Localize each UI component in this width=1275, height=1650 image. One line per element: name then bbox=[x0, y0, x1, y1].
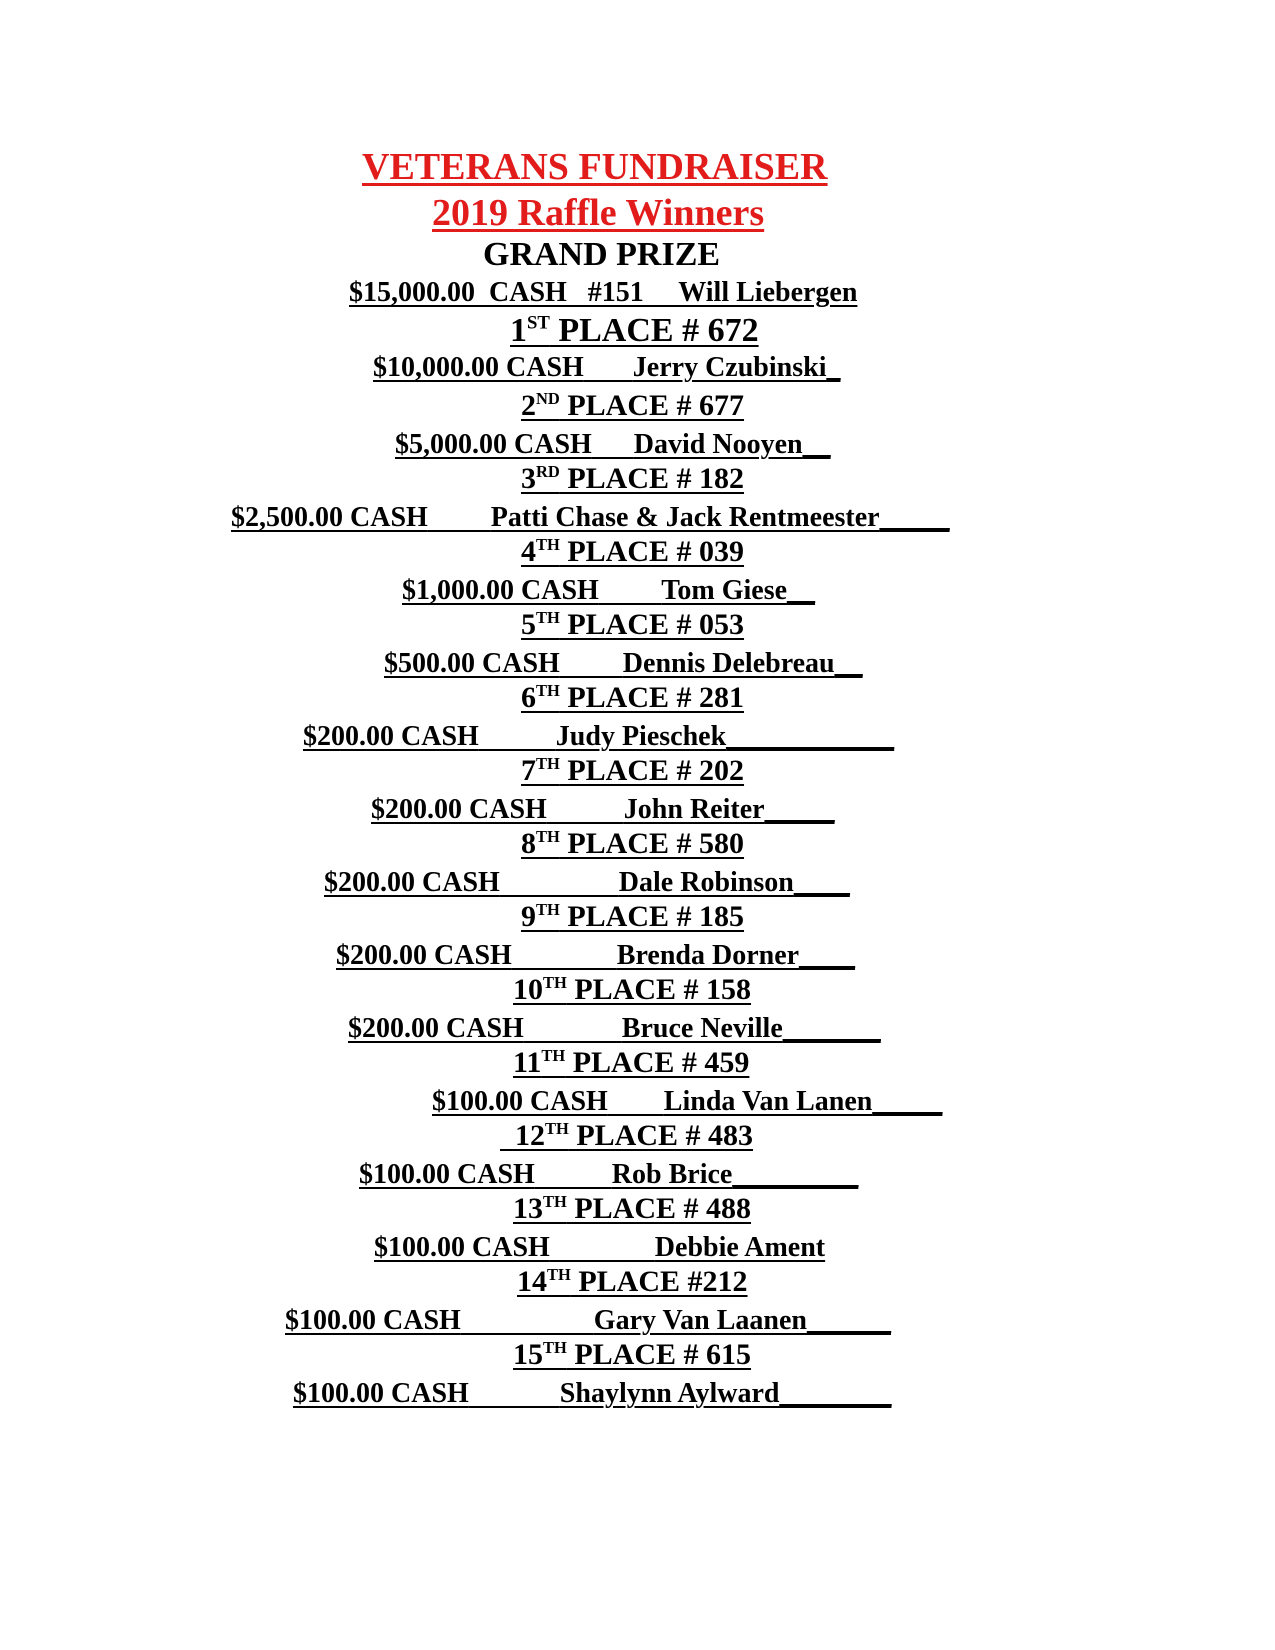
winner-row bbox=[359, 1161, 858, 1189]
underline-fill: _________ bbox=[732, 1159, 859, 1190]
spacer bbox=[479, 721, 556, 752]
winner-name: Rob Brice bbox=[611, 1159, 733, 1190]
underline-fill: ____ bbox=[799, 940, 856, 971]
underline-fill: ____ bbox=[793, 867, 850, 898]
underline-fill: _______ bbox=[782, 1013, 881, 1044]
place-ordinal-suffix: TH bbox=[536, 535, 560, 554]
place-ordinal-suffix: TH bbox=[536, 900, 560, 919]
prize-amount: $200.00 CASH bbox=[303, 721, 479, 752]
spacer bbox=[547, 794, 624, 825]
place-ordinal-suffix: TH bbox=[543, 973, 567, 992]
place-ticket: PLACE # 615 bbox=[566, 1338, 752, 1371]
winner-name: Tom Giese bbox=[661, 575, 788, 606]
place-heading bbox=[521, 537, 744, 567]
underline-fill: __ bbox=[834, 648, 863, 679]
place-heading bbox=[513, 1048, 749, 1078]
place-heading bbox=[521, 610, 744, 640]
place-ordinal-suffix: ST bbox=[527, 312, 550, 334]
place-number: 14 bbox=[517, 1265, 547, 1298]
spacer bbox=[469, 1378, 560, 1409]
underline-fill: _____ bbox=[764, 794, 835, 825]
place-number: 5 bbox=[521, 608, 536, 641]
place-number: 6 bbox=[521, 681, 536, 714]
place-ticket: PLACE # 281 bbox=[559, 681, 745, 714]
place-heading bbox=[521, 683, 744, 713]
spacer bbox=[560, 648, 623, 679]
prize-amount: $200.00 CASH bbox=[324, 867, 500, 898]
underline-fill: __ bbox=[802, 429, 831, 460]
place-number: 4 bbox=[521, 535, 536, 568]
winner-name: Linda Van Lanen bbox=[663, 1086, 873, 1117]
place-number: 10 bbox=[513, 973, 543, 1006]
place-heading bbox=[521, 902, 744, 932]
winner-name: Dennis Delebreau bbox=[622, 648, 835, 679]
place-number: 2 bbox=[521, 389, 536, 422]
place-ordinal-suffix: ND bbox=[536, 389, 560, 408]
winner-name: Brenda Dorner bbox=[616, 940, 800, 971]
place-heading bbox=[510, 314, 759, 348]
spacer bbox=[550, 1232, 655, 1263]
prize-amount: $10,000.00 CASH bbox=[373, 352, 584, 383]
place-ordinal-suffix: TH bbox=[536, 827, 560, 846]
place-number: 11 bbox=[513, 1046, 542, 1079]
winner-row bbox=[402, 577, 815, 605]
place-ticket: PLACE # 039 bbox=[559, 535, 745, 568]
place-ordinal-suffix: TH bbox=[536, 681, 560, 700]
place-ticket: PLACE # 488 bbox=[566, 1192, 752, 1225]
underline-fill: __ bbox=[787, 575, 816, 606]
prize-amount: $200.00 CASH bbox=[336, 940, 512, 971]
place-heading bbox=[517, 1267, 748, 1297]
page-subtitle: 2019 Raffle Winners bbox=[432, 192, 765, 234]
place-number: 1 bbox=[510, 312, 527, 349]
spacer bbox=[584, 352, 633, 383]
place-ticket: PLACE # 182 bbox=[559, 462, 745, 495]
spacer bbox=[599, 575, 662, 606]
prize-amount: $1,000.00 CASH bbox=[402, 575, 599, 606]
spacer bbox=[524, 1013, 622, 1044]
place-ticket: PLACE # 672 bbox=[549, 312, 759, 349]
place-heading bbox=[521, 464, 744, 494]
place-ticket: PLACE #212 bbox=[570, 1265, 748, 1298]
place-heading bbox=[521, 829, 744, 859]
prize-amount: $500.00 CASH bbox=[384, 648, 560, 679]
winner-name: David Nooyen bbox=[633, 429, 803, 460]
winner-name: Debbie Ament bbox=[654, 1232, 826, 1263]
place-heading bbox=[513, 1194, 751, 1224]
place-ordinal-suffix: TH bbox=[536, 754, 560, 773]
underline-fill: _____ bbox=[872, 1086, 943, 1117]
place-ticket: PLACE # 185 bbox=[559, 900, 745, 933]
prize-amount: $100.00 CASH bbox=[293, 1378, 469, 1409]
prize-amount: $5,000.00 CASH bbox=[395, 429, 592, 460]
underline-fill: ____________ bbox=[726, 721, 895, 752]
place-heading bbox=[521, 391, 744, 421]
place-ordinal-suffix: TH bbox=[545, 1119, 569, 1138]
winner-row bbox=[348, 1015, 881, 1043]
spacer bbox=[608, 1086, 664, 1117]
place-number: 3 bbox=[521, 462, 536, 495]
winner-row bbox=[432, 1088, 942, 1116]
place-number: 13 bbox=[513, 1192, 543, 1225]
underline-fill: ______ bbox=[806, 1305, 891, 1336]
spacer bbox=[461, 1305, 594, 1336]
spacer bbox=[512, 940, 617, 971]
prize-amount: $200.00 CASH bbox=[371, 794, 547, 825]
place-heading bbox=[513, 975, 751, 1005]
place-ticket: PLACE # 580 bbox=[559, 827, 745, 860]
place-ordinal-suffix: TH bbox=[541, 1046, 566, 1065]
winner-row bbox=[231, 504, 950, 532]
winner-row bbox=[374, 1234, 825, 1262]
prize-amount: $2,500.00 CASH bbox=[231, 502, 428, 533]
prize-amount: $100.00 CASH bbox=[374, 1232, 550, 1263]
place-heading bbox=[521, 756, 744, 786]
prize-amount: $100.00 CASH bbox=[285, 1305, 461, 1336]
winner-row bbox=[324, 869, 850, 897]
place-ticket: PLACE # 053 bbox=[559, 608, 745, 641]
place-number: 12 bbox=[515, 1119, 545, 1152]
winner-row bbox=[285, 1307, 891, 1335]
place-heading bbox=[500, 1121, 753, 1151]
place-number: 8 bbox=[521, 827, 536, 860]
place-number: 9 bbox=[521, 900, 536, 933]
spacer bbox=[592, 429, 634, 460]
place-ticket: PLACE # 158 bbox=[566, 973, 752, 1006]
winner-row bbox=[293, 1380, 891, 1408]
place-ordinal-suffix: RD bbox=[536, 462, 560, 481]
place-ordinal-suffix: TH bbox=[543, 1338, 567, 1357]
underline-fill: ________ bbox=[779, 1378, 892, 1409]
winner-name: Jerry Czubinski bbox=[632, 352, 827, 383]
winner-row bbox=[303, 723, 894, 751]
place-ordinal-suffix: TH bbox=[536, 608, 560, 627]
winner-name: Gary Van Laanen bbox=[593, 1305, 807, 1336]
place-heading bbox=[513, 1340, 751, 1370]
place-number: 15 bbox=[513, 1338, 543, 1371]
winner-name: Dale Robinson bbox=[618, 867, 794, 898]
spacer bbox=[500, 867, 619, 898]
place-ordinal-suffix: TH bbox=[547, 1265, 571, 1284]
prize-amount: $100.00 CASH bbox=[432, 1086, 608, 1117]
place-ticket: PLACE # 483 bbox=[568, 1119, 754, 1152]
winner-row bbox=[384, 650, 863, 678]
winner-row bbox=[336, 942, 855, 970]
page-title: VETERANS FUNDRAISER bbox=[362, 146, 828, 188]
place-ticket: PLACE # 459 bbox=[565, 1046, 750, 1079]
winner-name: Shaylynn Aylward bbox=[559, 1378, 780, 1409]
winner-name: John Reiter bbox=[623, 794, 765, 825]
prize-amount: $100.00 CASH bbox=[359, 1159, 535, 1190]
place-ordinal-suffix: TH bbox=[543, 1192, 567, 1211]
winner-row bbox=[371, 796, 835, 824]
place-number: 7 bbox=[521, 754, 536, 787]
winner-row bbox=[373, 354, 840, 382]
prize-amount: $200.00 CASH bbox=[348, 1013, 524, 1044]
winner-name: Judy Pieschek bbox=[555, 721, 727, 752]
grand-prize-heading: GRAND PRIZE bbox=[483, 236, 721, 273]
place-ticket: PLACE # 202 bbox=[559, 754, 745, 787]
place-ticket: PLACE # 677 bbox=[559, 389, 745, 422]
underline-fill: _____ bbox=[879, 502, 950, 533]
winner-name: Bruce Neville bbox=[621, 1013, 783, 1044]
spacer bbox=[535, 1159, 612, 1190]
winner-name: Patti Chase & Jack Rentmeester bbox=[490, 502, 880, 533]
underline-fill: _ bbox=[826, 352, 841, 383]
grand-prize-line: $15,000.00 CASH #151 Will Liebergen bbox=[349, 277, 858, 308]
winner-row bbox=[395, 431, 831, 459]
spacer bbox=[428, 502, 491, 533]
